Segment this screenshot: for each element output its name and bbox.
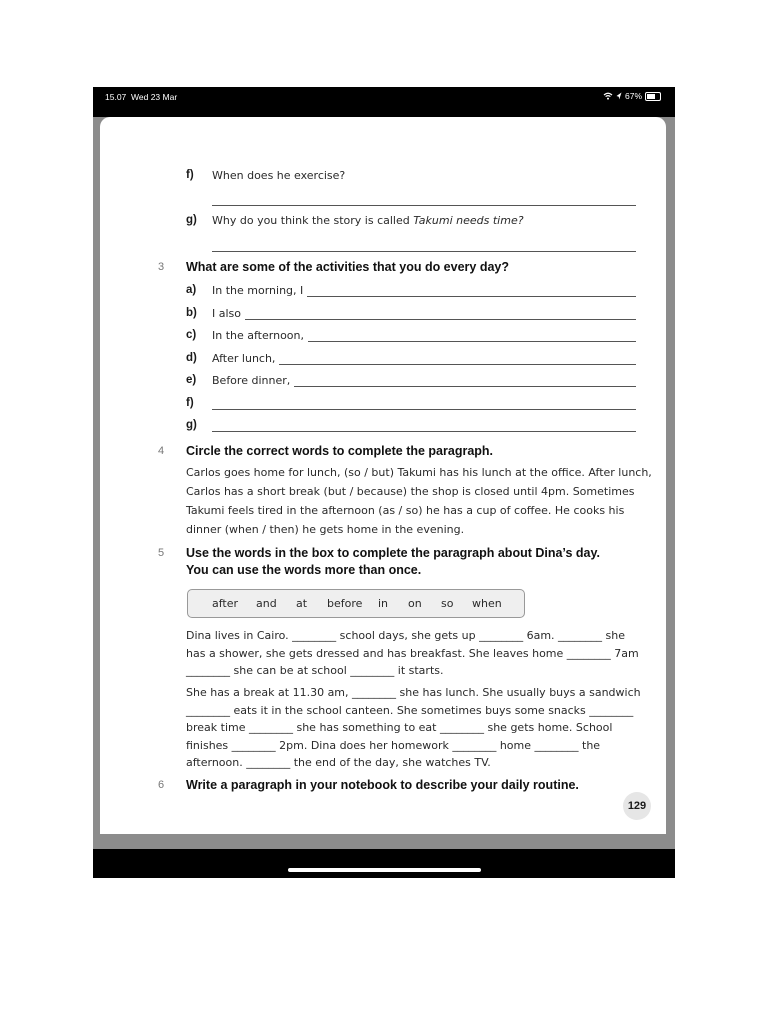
answer-line <box>245 319 636 320</box>
home-indicator[interactable] <box>288 868 481 872</box>
answer-line <box>294 386 636 387</box>
word-box-item: in <box>378 597 389 610</box>
word-box-item: so <box>441 597 454 610</box>
paragraph-line: ________ eats it in the school canteen. She sometimes buys some snacks ________ <box>186 703 634 717</box>
answer-line <box>212 409 636 410</box>
word-box-item: before <box>327 597 363 610</box>
status-right <box>603 91 661 101</box>
paragraph-line: Takumi feels tired in the afternoon (as / so) he has a cup of coffee. He cooks his <box>186 504 625 517</box>
paragraph-line: dinner (when / then) he gets home in the evening. <box>186 523 465 536</box>
item-prompt: After lunch, <box>212 351 276 365</box>
location-icon <box>616 92 622 100</box>
question-text: When does he exercise? <box>212 169 346 182</box>
question-text <box>212 214 524 227</box>
worksheet-page <box>100 117 666 834</box>
question-number: 3 <box>158 261 165 273</box>
word-box <box>187 589 525 618</box>
date-text: Wed 23 Mar <box>131 92 178 102</box>
paragraph-line: break time ________ she has something to eat ________ she gets home. School <box>186 721 613 734</box>
item-label: b) <box>186 306 197 319</box>
word-box-item: and <box>256 597 277 610</box>
document-viewer[interactable] <box>93 117 675 849</box>
item-prompt: In the afternoon, <box>212 329 304 342</box>
word-box-item: when <box>472 597 502 610</box>
item-label: g) <box>186 214 197 226</box>
question-text-part: Why do you think the story is called <box>212 214 414 227</box>
item-prompt: Before dinner, <box>212 374 291 387</box>
q5-paragraph-2 <box>186 684 641 772</box>
question-number: 5 <box>158 547 165 559</box>
word-box-item: at <box>296 597 308 610</box>
paragraph-line: finishes ________ 2pm. Dina does her homework ________ home ________ the <box>186 738 601 752</box>
heading-line: You can use the words more than once. <box>186 563 422 577</box>
q5-paragraph-1 <box>186 627 639 680</box>
clock-text: 15.07 <box>105 92 127 102</box>
question-heading: Write a paragraph in your notebook to describe your daily routine. <box>186 778 579 792</box>
question-number: 6 <box>158 779 165 791</box>
status-bar <box>93 87 675 115</box>
item-label: f) <box>186 169 194 181</box>
question-heading <box>186 545 600 579</box>
paragraph-line: Carlos goes home for lunch, (so / but) Takumi has his lunch at the office. After lunch, <box>186 466 652 479</box>
question-heading: Circle the correct words to complete the paragraph. <box>186 444 494 458</box>
answer-line <box>212 431 636 432</box>
q4-paragraph <box>186 463 652 539</box>
paragraph-line: afternoon. ________ the end of the day, she watches TV. <box>186 756 491 769</box>
item-label: e) <box>186 374 197 386</box>
answer-line <box>212 251 636 252</box>
paragraph-line: has a shower, she gets dressed and has breakfast. She leaves home ________ 7am <box>186 646 639 660</box>
paragraph-line: Dina lives in Cairo. ________ school days, she gets up ________ 6am. ________ she <box>186 629 626 642</box>
question-number: 4 <box>158 445 165 457</box>
tablet-screen <box>93 87 675 878</box>
question-heading: What are some of the activities that you do every day? <box>186 260 510 274</box>
item-label: f) <box>186 396 194 409</box>
item-prompt: I also <box>212 306 241 320</box>
status-time <box>105 92 177 102</box>
item-label: c) <box>186 329 197 341</box>
word-box-item: on <box>408 597 422 610</box>
battery-percent: 67% <box>624 91 642 101</box>
answer-line <box>279 364 636 365</box>
item-prompt: In the morning, I <box>212 284 304 297</box>
item-label: g) <box>186 419 197 431</box>
story-title: Takumi needs time? <box>413 214 524 227</box>
word-box-item: after <box>212 597 239 610</box>
paragraph-line: ________ she can be at school ________ it starts. <box>186 664 444 677</box>
wifi-icon <box>603 92 613 100</box>
page-number: 129 <box>623 792 651 820</box>
heading-line: Use the words in the box to complete the paragraph about Dina’s day. <box>186 546 600 560</box>
paragraph-line: She has a break at 11.30 am, ________ she has lunch. She usually buys a sandwich <box>186 686 641 699</box>
answer-line <box>308 341 636 342</box>
paragraph-line: Carlos has a short break (but / because) the shop is closed until 4pm. Sometimes <box>186 485 635 498</box>
answer-line <box>307 296 636 297</box>
item-label: a) <box>186 284 197 296</box>
answer-line <box>212 205 636 206</box>
item-label: d) <box>186 351 197 364</box>
battery-icon <box>645 92 661 101</box>
